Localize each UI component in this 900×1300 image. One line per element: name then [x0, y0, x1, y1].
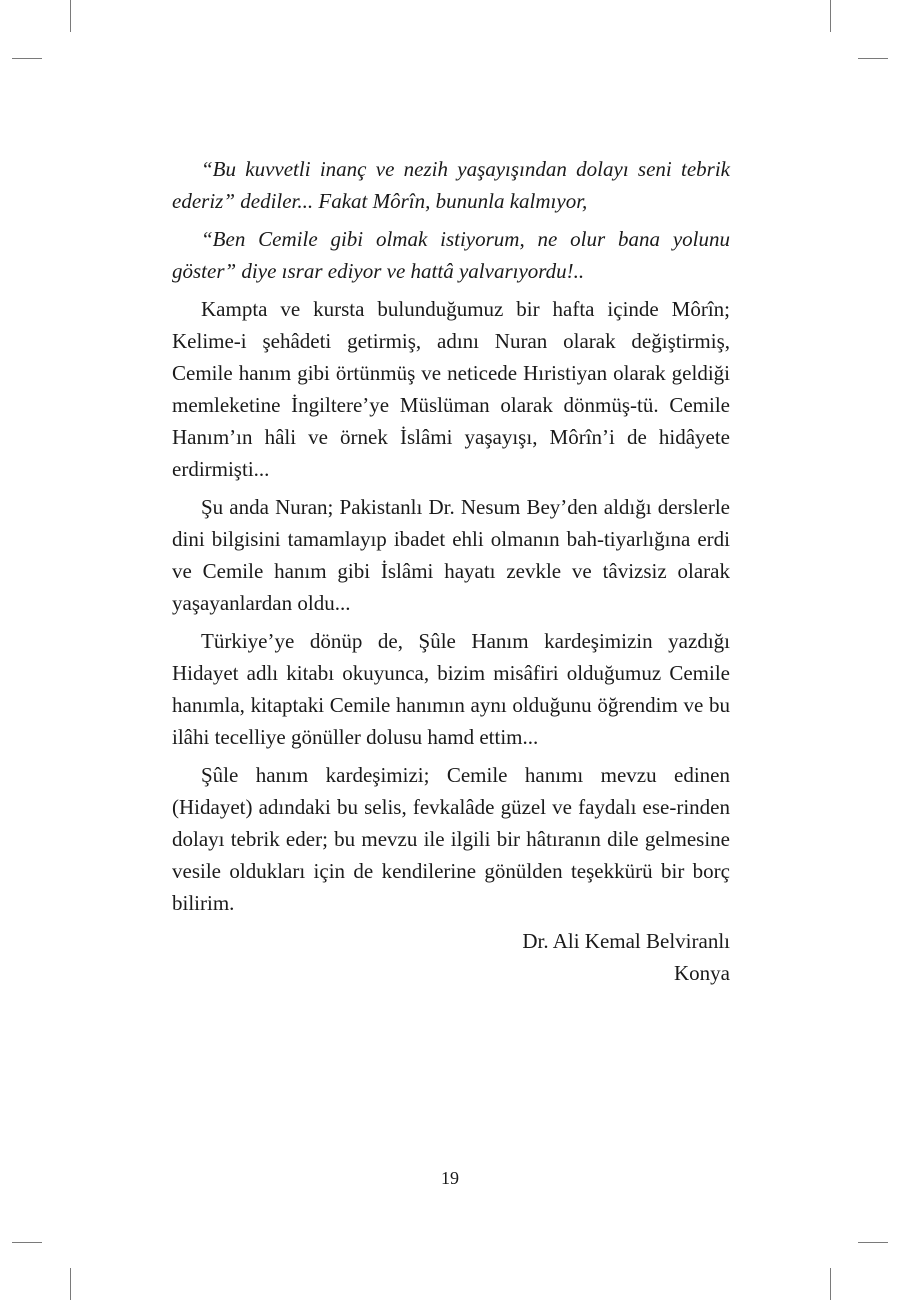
crop-mark-top-left-vertical: [70, 0, 71, 32]
paragraph: Şûle hanım kardeşimizi; Cemile hanımı mevzu edinen (Hidayet) adındaki bu selis, fevkalâde güzel ve faydalı ese-rinden dolayı tebrik eder; bu mevzu ile ilgili bir hâtıranın dile gelmesine vesile oldukları için de kendilerine gönülden teşekkürü bir borç bilirim.: [172, 763, 730, 915]
crop-mark-bottom-left-horizontal: [12, 1242, 42, 1243]
paragraph: “Ben Cemile gibi olmak istiyorum, ne olur bana yolunu göster” diye ısrar ediyor ve hattâ yalvarıyordu!..: [172, 227, 730, 283]
paragraph: Kampta ve kursta bulunduğumuz bir hafta içinde Môrîn; Kelime-i şehâdeti getirmiş, adını Nuran olarak değiştirmiş, Cemile hanım gibi örtünmüş ve neticede Hıristiyan olarak geldiği memleketine İngiltere’ye Müslüman olarak dönmüş-tü. Cemile Hanım’ın hâli ve örnek İslâmi yaşayışı, Môrîn’i de hidâyete erdirmişti...: [172, 297, 730, 481]
crop-mark-top-left-horizontal: [12, 58, 42, 59]
crop-mark-top-right-horizontal: [858, 58, 888, 59]
crop-mark-bottom-right-horizontal: [858, 1242, 888, 1243]
crop-mark-bottom-left-vertical: [70, 1268, 71, 1300]
signature-place: Konya: [674, 961, 730, 985]
paragraph: “Bu kuvvetli inanç ve nezih yaşayışından dolayı seni tebrik ederiz” dediler... Fakat Môrîn, bununla kalmıyor,: [172, 157, 730, 213]
body-text: [172, 153, 730, 989]
signature-name: Dr. Ali Kemal Belviranlı: [522, 929, 730, 953]
crop-mark-top-right-vertical: [830, 0, 831, 32]
page-number: 19: [441, 1168, 459, 1188]
paragraph: Türkiye’ye dönüp de, Şûle Hanım kardeşimizin yazdığı Hidayet adlı kitabı okuyunca, bizim misâfiri olduğumuz Cemile hanımla, kitaptaki Cemile hanımın aynı olduğunu öğrendim ve bu ilâhi tecelliye gönüller dolusu hamd ettim...: [172, 629, 730, 749]
crop-mark-bottom-right-vertical: [830, 1268, 831, 1300]
paragraph: Şu anda Nuran; Pakistanlı Dr. Nesum Bey’den aldığı derslerle dini bilgisini tamamlayıp ibadet ehli olmanın bah-tiyarlığına erdi ve Cemile hanım gibi İslâmi hayatı zevkle ve tâvizsiz olarak yaşayanlardan oldu...: [172, 495, 730, 615]
